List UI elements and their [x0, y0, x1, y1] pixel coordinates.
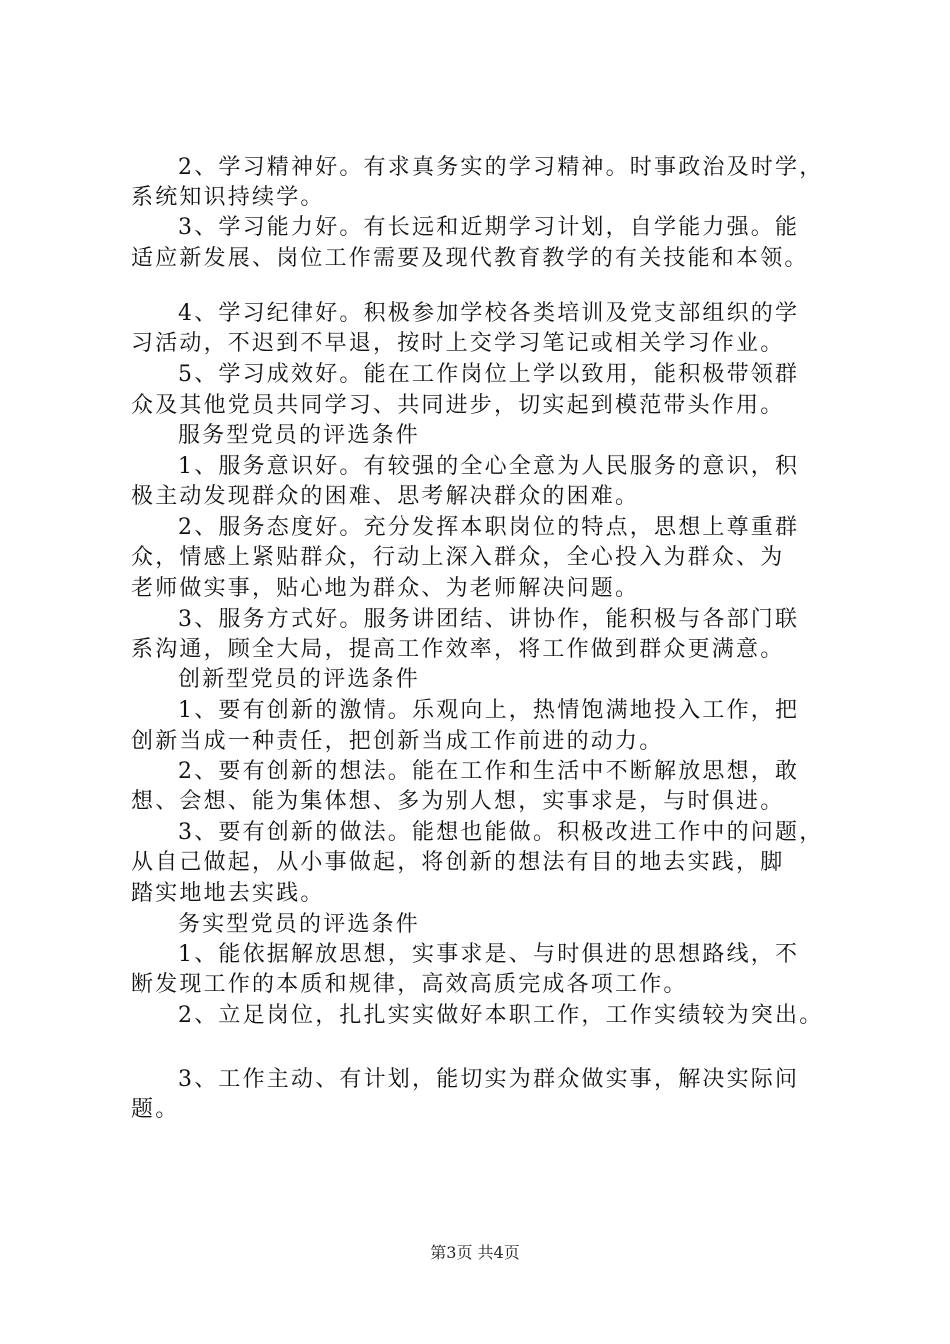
paragraph-line: 断发现工作的本质和规律，高效高质完成各项工作。 [131, 972, 688, 997]
paragraph-line: 众，情感上紧贴群众，行动上深入群众，全心投入为群众、为 [131, 545, 785, 570]
paragraph-line: 习活动，不迟到不早退，按时上交学习笔记或相关学习作业。 [131, 331, 785, 356]
paragraph-line: 3、服务方式好。服务讲团结、讲协作，能积极与各部门联 [178, 607, 800, 632]
page-footer: 第3页 共4页 [430, 1243, 520, 1262]
paragraph-line: 踏实地地去实践。 [131, 881, 325, 906]
paragraph-line: 老师做实事，贴心地为群众、为老师解决问题。 [131, 576, 640, 601]
paragraph-line: 3、要有创新的做法。能想也能做。积极改进工作中的问题， [178, 820, 824, 845]
section-heading: 服务型党员的评选条件 [178, 423, 421, 448]
paragraph-line: 1、能依据解放思想，实事求是、与时俱进的思想路线，不 [178, 942, 800, 967]
paragraph-line: 4、学习纪律好。积极参加学校各类培训及党支部组织的学 [178, 301, 800, 326]
paragraph-line: 1、服务意识好。有较强的全心全意为人民服务的意识，积 [178, 454, 800, 479]
paragraph-line: 3、学习能力好。有长远和近期学习计划，自学能力强。能 [178, 215, 800, 240]
paragraph-line: 适应新发展、岗位工作需要及现代教育教学的有关技能和本领。 [131, 246, 809, 271]
paragraph-line: 3、工作主动、有计划，能切实为群众做实事，解决实际问 [178, 1067, 800, 1092]
paragraph-line: 2、要有创新的想法。能在工作和生活中不断解放思想，敢 [178, 759, 800, 784]
paragraph-line: 创新当成一种责任，把创新当成工作前进的动力。 [131, 729, 664, 754]
paragraph-line: 从自己做起，从小事做起，将创新的想法有目的地去实践，脚 [131, 850, 785, 875]
paragraph-line: 极主动发现群众的困难、思考解决群众的困难。 [131, 484, 640, 509]
paragraph-line: 5、学习成效好。能在工作岗位上学以致用，能积极带领群 [178, 362, 800, 387]
paragraph-line: 系统知识持续学。 [131, 185, 325, 210]
paragraph-line: 众及其他党员共同学习、共同进步，切实起到模范带头作用。 [131, 393, 785, 418]
section-heading: 创新型党员的评选条件 [178, 667, 421, 692]
paragraph-line: 系沟通，顾全大局，提高工作效率，将工作做到群众更满意。 [131, 637, 785, 662]
paragraph-line: 2、服务态度好。充分发挥本职岗位的特点，思想上尊重群 [178, 515, 800, 540]
paragraph-line: 想、会想、能为集体想、多为别人想，实事求是，与时俱进。 [131, 789, 785, 814]
paragraph-line: 2、立足岗位，扎扎实实做好本职工作，工作实绩较为突出。 [178, 1003, 824, 1028]
paragraph-line: 2、学习精神好。有求真务实的学习精神。时事政治及时学， [178, 155, 824, 180]
paragraph-line: 1、要有创新的激情。乐观向上，热情饱满地投入工作，把 [178, 698, 800, 723]
paragraph-line: 题。 [131, 1097, 180, 1122]
section-heading: 务实型党员的评选条件 [178, 912, 421, 937]
